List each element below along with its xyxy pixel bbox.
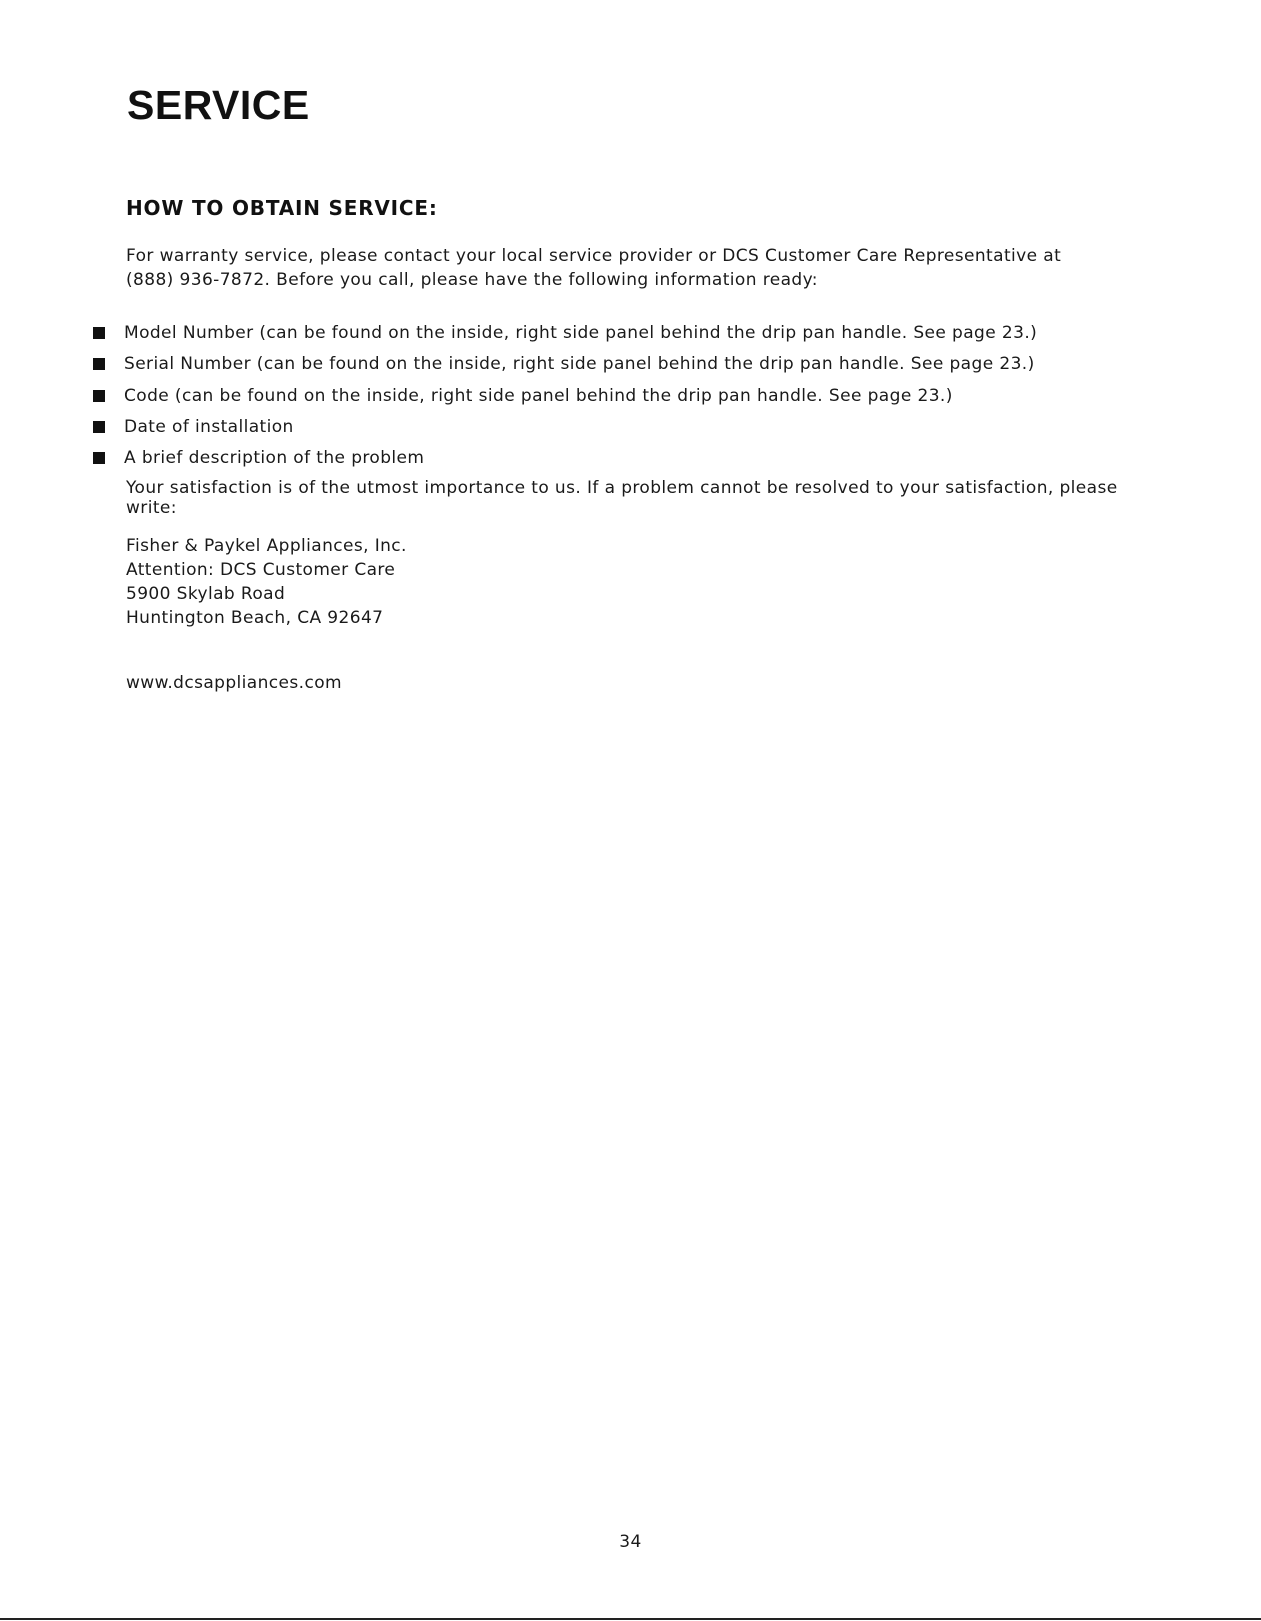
intro-paragraph [126, 244, 1126, 292]
intro-line: For warranty service, please contact your local service provider or DCS Customer Care Representative at [126, 246, 1062, 266]
satisfaction-paragraph: Your satisfaction is of the utmost importance to us. If a problem cannot be resolved to your satisfaction, please write: [126, 478, 1118, 518]
address-line: 5900 Skylab Road [126, 584, 286, 604]
intro-line: (888) 936-7872. Before you call, please have the following information ready: [126, 270, 818, 290]
square-bullet-icon [93, 452, 105, 464]
list-item-text: A brief description of the problem [124, 448, 425, 469]
mailing-address [126, 534, 407, 630]
list-item-text: Model Number (can be found on the inside, right side panel behind the drip pan handle. See page 23.) [124, 323, 1038, 343]
list-item-text: Code (can be found on the inside, right side panel behind the drip pan handle. See page 23.) [124, 385, 953, 406]
page-number: 34 [619, 1532, 642, 1552]
page-title: SERVICE [127, 82, 310, 128]
square-bullet-icon [93, 327, 105, 339]
square-bullet-icon [93, 358, 105, 370]
list-item-text: Date of installation [124, 416, 294, 437]
website-link[interactable]: www.dcsappliances.com [126, 673, 342, 693]
address-line: Fisher & Paykel Appliances, Inc. [126, 536, 407, 556]
square-bullet-icon [93, 421, 105, 433]
list-item-text: Serial Number (can be found on the inside, right side panel behind the drip pan handle. See page 23.) [124, 354, 1035, 375]
square-bullet-icon [93, 390, 105, 402]
bottom-divider [0, 1618, 1261, 1620]
address-line: Attention: DCS Customer Care [126, 560, 396, 580]
section-heading: HOW TO OBTAIN SERVICE: [126, 196, 438, 220]
address-line: Huntington Beach, CA 92647 [126, 608, 384, 628]
